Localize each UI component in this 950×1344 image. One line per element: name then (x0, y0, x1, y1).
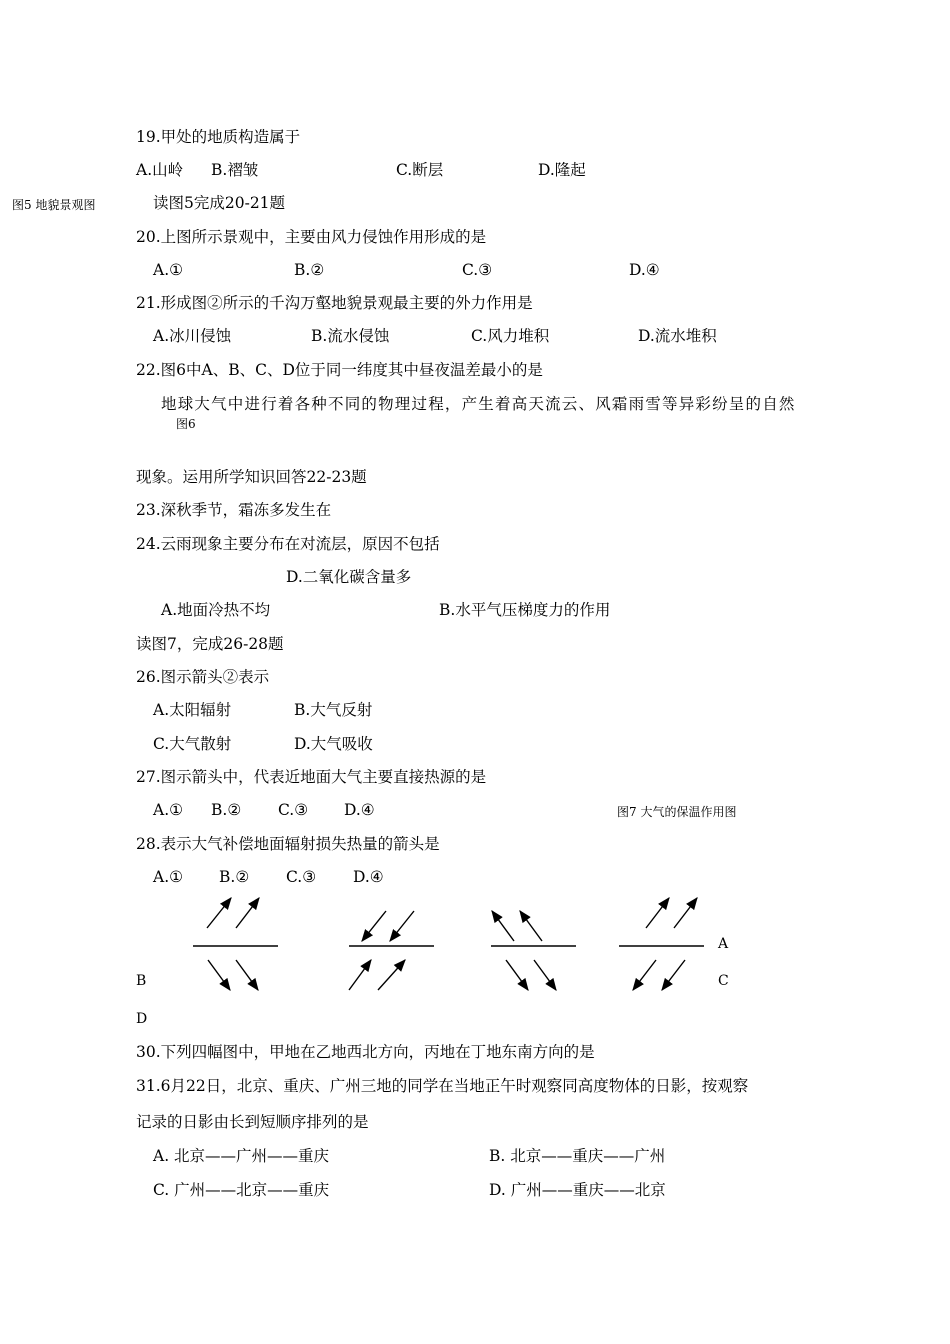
q21-stem: 21.形成图②所示的千沟万壑地貌景观最主要的外力作用是 (136, 294, 533, 312)
q24-option-b: B.水平气压梯度力的作用 (439, 601, 611, 619)
q27-stem: 27.图示箭头中，代表近地面大气主要直接热源的是 (136, 768, 487, 786)
read-fig7-instruction: 读图7，完成26-28题 (136, 635, 284, 653)
q24-stem: 24.云雨现象主要分布在对流层，原因不包括 (136, 535, 440, 553)
arrow-diagram-1 (193, 898, 278, 990)
q19-option-d: D.隆起 (538, 161, 586, 179)
arrow-diagram-4 (619, 898, 704, 990)
q26-option-b: B.大气反射 (294, 701, 373, 719)
q21-option-a: A.冰川侵蚀 (153, 327, 232, 345)
q22-stem: 22.图6中A、B、C、D位于同一纬度其中昼夜温差最小的是 (136, 361, 543, 379)
fig7-caption: 图7 大气的保温作用图 (617, 805, 737, 819)
q24-option-a: A.地面冷热不均 (161, 601, 271, 619)
diagram-label-d: D (136, 1011, 148, 1027)
q28-option-b: B.② (219, 868, 250, 886)
diagram-label-c: C (718, 973, 729, 989)
atmosphere-intro-line1: 地球大气中进行着各种不同的物理过程，产生着高天流云、风霜雨雪等异彩纷呈的自然 (161, 395, 796, 413)
q19-option-a: A.山岭 (136, 161, 184, 179)
q28-option-c: C.③ (286, 868, 317, 886)
q21-option-c: C.风力堆积 (471, 327, 550, 345)
q20-option-b: B.② (294, 261, 325, 279)
q30-stem: 30.下列四幅图中，甲地在乙地西北方向，丙地在丁地东南方向的是 (136, 1043, 595, 1061)
q31-stem-line1: 31.6月22日，北京、重庆、广州三地的同学在当地正午时观察同高度物体的日影，按观察 (136, 1077, 749, 1095)
q27-option-b: B.② (211, 801, 242, 819)
q26-stem: 26.图示箭头②表示 (136, 668, 270, 686)
q31-option-a: A. 北京——广州——重庆 (153, 1147, 330, 1165)
arrow-diagram-3 (491, 911, 576, 990)
q21-option-b: B.流水侵蚀 (311, 327, 390, 345)
q27-option-d: D.④ (344, 801, 375, 819)
q24-option-d: D.二氧化碳含量多 (286, 568, 412, 586)
atmosphere-intro-line2: 现象。运用所学知识回答22-23题 (136, 468, 367, 486)
q20-option-d: D.④ (629, 261, 660, 279)
q28-stem: 28.表示大气补偿地面辐射损失热量的箭头是 (136, 835, 440, 853)
q31-option-b: B. 北京——重庆——广州 (489, 1147, 666, 1165)
q27-option-a: A.① (153, 801, 184, 819)
q20-option-a: A.① (153, 261, 184, 279)
fig5-caption: 图5 地貌景观图 (12, 198, 96, 212)
q19-option-c: C.断层 (396, 161, 444, 179)
q20-option-c: C.③ (462, 261, 493, 279)
q20-stem: 20.上图所示景观中，主要由风力侵蚀作用形成的是 (136, 228, 487, 246)
q28-option-a: A.① (153, 868, 184, 886)
read-fig5-instruction: 读图5完成20-21题 (153, 194, 286, 212)
q31-option-d: D. 广州——重庆——北京 (489, 1181, 666, 1199)
q19-option-b: B.褶皱 (211, 161, 259, 179)
q23-stem: 23.深秋季节，霜冻多发生在 (136, 501, 332, 519)
q26-option-c: C.大气散射 (153, 735, 232, 753)
diagram-label-b: B (136, 973, 147, 989)
q26-option-d: D.大气吸收 (294, 735, 373, 753)
diagram-label-a: A (718, 936, 729, 952)
fig6-caption: 图6 (176, 417, 196, 431)
q28-option-d: D.④ (353, 868, 384, 886)
q31-option-c: C. 广州——北京——重庆 (153, 1181, 330, 1199)
q21-option-d: D.流水堆积 (638, 327, 717, 345)
q26-option-a: A.太阳辐射 (153, 701, 232, 719)
q19-stem: 19.甲处的地质构造属于 (136, 128, 301, 146)
q31-stem-line2: 记录的日影由长到短顺序排列的是 (136, 1113, 369, 1131)
q27-option-c: C.③ (278, 801, 309, 819)
arrow-diagram-2 (349, 911, 434, 990)
